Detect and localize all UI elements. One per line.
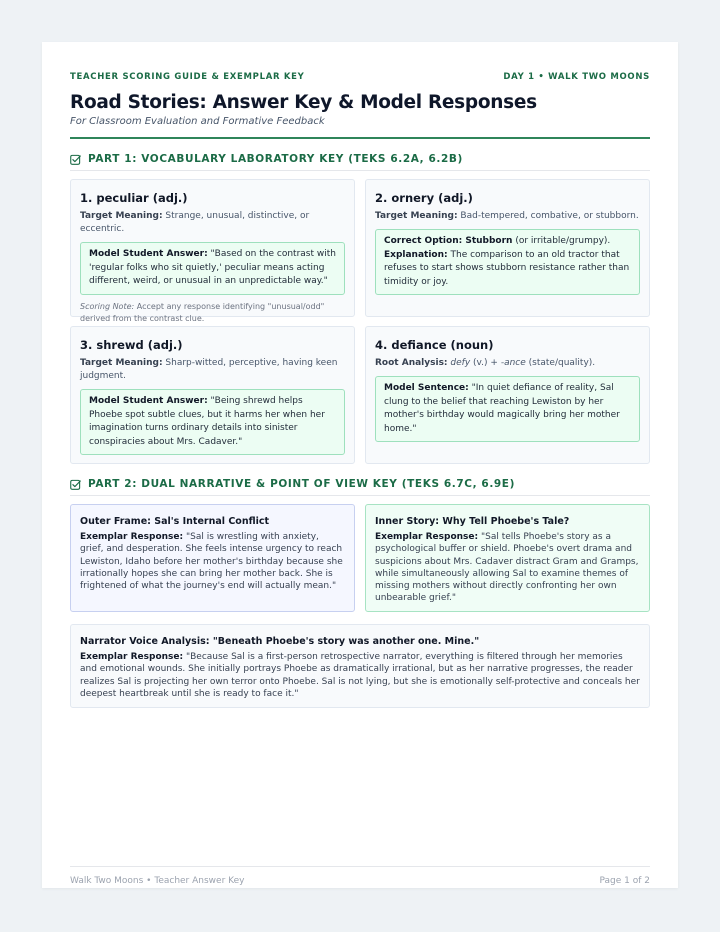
scoring-note: Scoring Note: Accept any response identifying "unusual/odd" derived from the contrast clue. [80, 301, 325, 323]
vocab-row-2 [70, 326, 650, 464]
guide-kicker: TEACHER SCORING GUIDE & EXEMPLAR KEY [70, 72, 305, 82]
vocab-term: 1. peculiar (adj.) [80, 191, 188, 205]
inner-story-panel [365, 504, 650, 612]
vocab-card-peculiar [70, 179, 355, 323]
part2-heading [70, 476, 650, 496]
vocab-term: 4. defiance (noun) [375, 338, 494, 352]
part1-heading [70, 151, 650, 171]
page-title: Road Stories: Answer Key & Model Responses [70, 92, 537, 113]
answer-key-page [42, 42, 678, 888]
model-sentence-box: Model Sentence: "In quiet defiance of reality, Sal clung to the belief that reaching Lewiston by her mother's birthday would magically bring her mother home." [375, 376, 640, 442]
narrator-voice-title: Narrator Voice Analysis: "Beneath Phoebe's story was another one. Mine." [80, 636, 480, 647]
vocab-row-1 [70, 179, 650, 323]
target-meaning: Target Meaning: Strange, unusual, distinctive, or eccentric. [80, 211, 310, 234]
checkbox-icon [70, 479, 81, 490]
inner-story-response: Exemplar Response: "Sal tells Phoebe's story as a psychological buffer or shield. Phoebe's overt drama and suspicions about Mrs. Cadaver distract Gram and Gramps, while simultaneously allowing Sal to examine themes of missing mothers without directly confronting her own unbearable grief." [375, 532, 639, 604]
page-number: Page 1 of 2 [599, 876, 650, 886]
day-kicker: DAY 1 • WALK TWO MOONS [503, 72, 650, 82]
footer-source: Walk Two Moons • Teacher Answer Key [70, 876, 245, 886]
target-meaning: Target Meaning: Bad-tempered, combative, or stubborn. [375, 211, 639, 221]
narrative-row [70, 504, 650, 612]
inner-story-title: Inner Story: Why Tell Phoebe's Tale? [375, 516, 570, 527]
title-divider [70, 137, 650, 139]
page-footer [70, 866, 650, 886]
root-analysis: Root Analysis: defy (v.) + -ance (state/quality). [375, 358, 596, 368]
model-answer-box: Model Student Answer: "Being shrewd helps Phoebe spot subtle clues, but it harms her when her imagination turns ordinary details into sinister conspiracies about Mrs. Cadaver." [80, 389, 345, 455]
narrator-voice-response: Exemplar Response: "Because Sal is a first-person retrospective narrator, everything is filtered through her memories and emotional wounds. She initially portrays Phoebe as dramatically irrational, but as her narrative progresses, the reader realizes Sal is projecting her own terror onto Phoebe. Sal is not lying, but she is emotionally self-protective and conceals her deepest heartbreak until she is ready to face it." [80, 652, 640, 699]
vocab-card-defiance [365, 326, 650, 464]
page-subtitle: For Classroom Evaluation and Formative Feedback [70, 116, 325, 127]
vocab-term: 3. shrewd (adj.) [80, 338, 183, 352]
target-meaning: Target Meaning: Sharp-witted, perceptive, having keen judgment. [80, 358, 338, 381]
part1-heading-label: PART 1: VOCABULARY LABORATORY KEY (TEKS 6.2A, 6.2B) [88, 153, 463, 165]
checkbox-icon [70, 154, 81, 165]
narrator-voice-panel [70, 624, 650, 708]
vocab-term: 2. ornery (adj.) [375, 191, 473, 205]
outer-frame-panel [70, 504, 355, 612]
header-kicker-row [70, 70, 650, 84]
part2-heading-label: PART 2: DUAL NARRATIVE & POINT OF VIEW KEY (TEKS 6.7C, 6.9E) [88, 478, 515, 490]
correct-option-box: Correct Option: Stubborn (or irritable/grumpy). Explanation: The comparison to an old tractor that refuses to start shows stubborn resistance rather than timidity or joy. [375, 229, 640, 295]
model-answer-box: Model Student Answer: "Based on the contrast with 'regular folks who sit quietly,' peculiar means acting different, weird, or unusual in an unpredictable way." [80, 242, 345, 295]
outer-frame-title: Outer Frame: Sal's Internal Conflict [80, 516, 270, 527]
vocab-card-ornery [365, 179, 650, 317]
outer-frame-response: Exemplar Response: "Sal is wrestling with anxiety, grief, and desperation. She feels intense urgency to reach Lewiston, Idaho before her mother's birthday because she irrationally hopes she can bring her mother back. She is frightened of what the journey's end will actually mean." [80, 532, 343, 592]
vocab-card-shrewd [70, 326, 355, 464]
